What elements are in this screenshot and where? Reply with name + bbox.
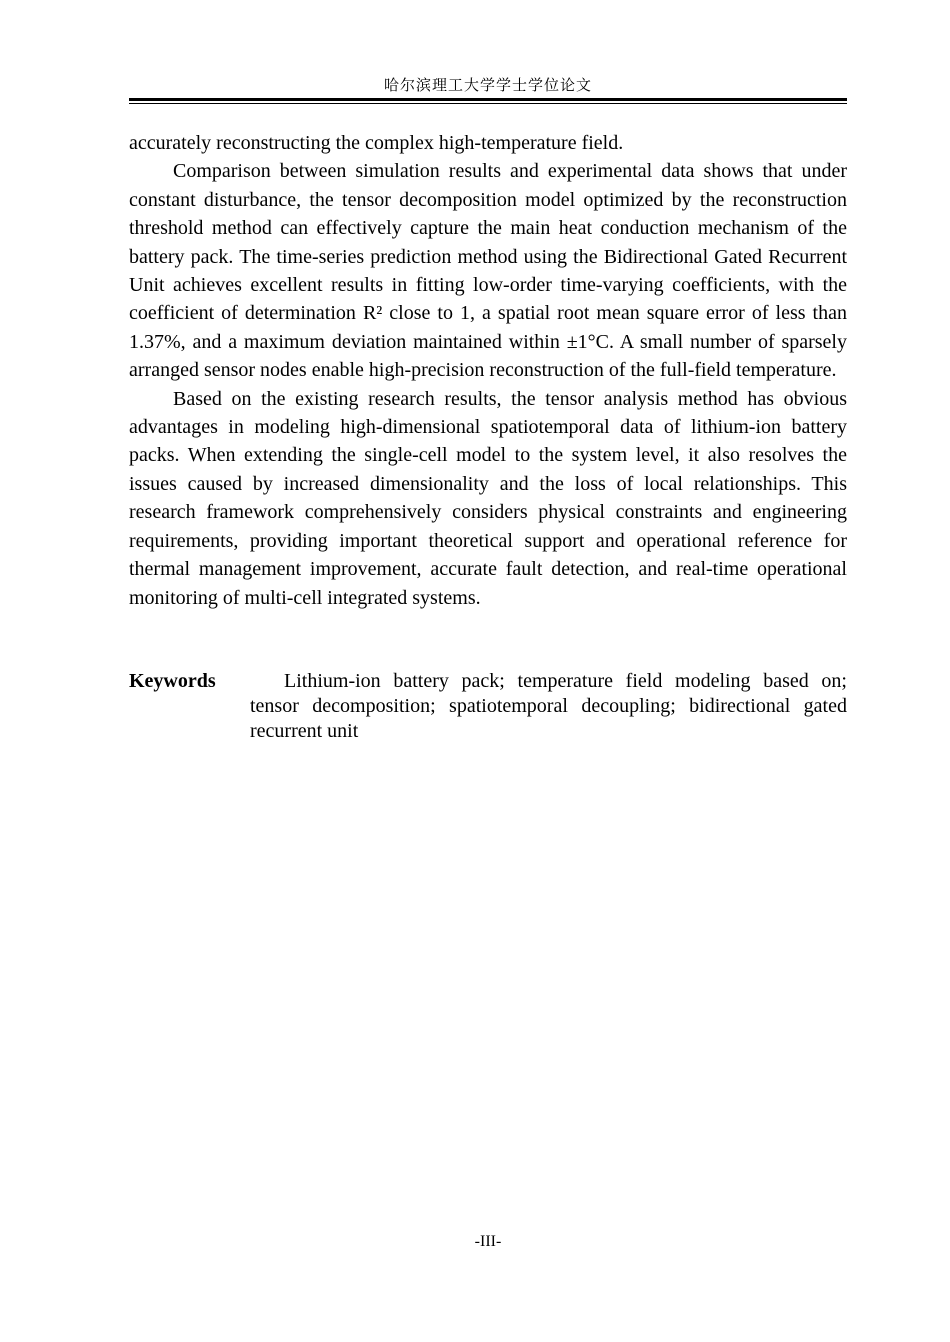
running-header: 哈尔滨理工大学学士学位论文: [383, 78, 592, 94]
page-number: -III-: [474, 1233, 502, 1250]
keywords-block: [129, 669, 847, 744]
header-rule-thick: [129, 98, 847, 101]
paragraph-conclusion: Based on the existing research results, the tensor analysis method has obvious advantages in modeling high-dimensional spatiotemporal data of lithium-ion battery packs. When extending the single-cell model to the system level, it also resolves the issues caused by increased dimensionality and the loss of local relationships. This research framework comprehensively considers physical constraints and engineering requirements, providing important theoretical support and operational reference for thermal management improvement, accurate fault detection, and real-time operational monitoring of multi-cell integrated systems.: [129, 387, 847, 609]
paragraph-comparison: Comparison between simulation results and experimental data shows that under constant disturbance, the tensor decomposition model optimized by the reconstruction threshold method can effectively capture the main heat conduction mechanism of the battery pack. The time-series prediction method using the Bidirectional Gated Recurrent Unit achieves excellent results in fitting low-order time-varying coefficients, with the coefficient of determination R² close to 1, a spatial root mean square error of less than 1.37%, and a maximum deviation maintained within ±1°C. A small number of sparsely arranged sensor nodes enable high-precision reconstruction of the full-field temperature.: [129, 160, 847, 382]
paragraph-continuation: accurately reconstructing the complex high-temperature field.: [129, 132, 624, 154]
keywords-text: Lithium-ion battery pack; temperature field modeling based on; tensor decomposition; spatiotemporal decoupling; bidirectional gated recurrent unit: [250, 670, 847, 742]
keywords-label: Keywords: [129, 670, 216, 692]
header-rule-thin: [129, 103, 847, 104]
abstract-body: [129, 129, 847, 612]
